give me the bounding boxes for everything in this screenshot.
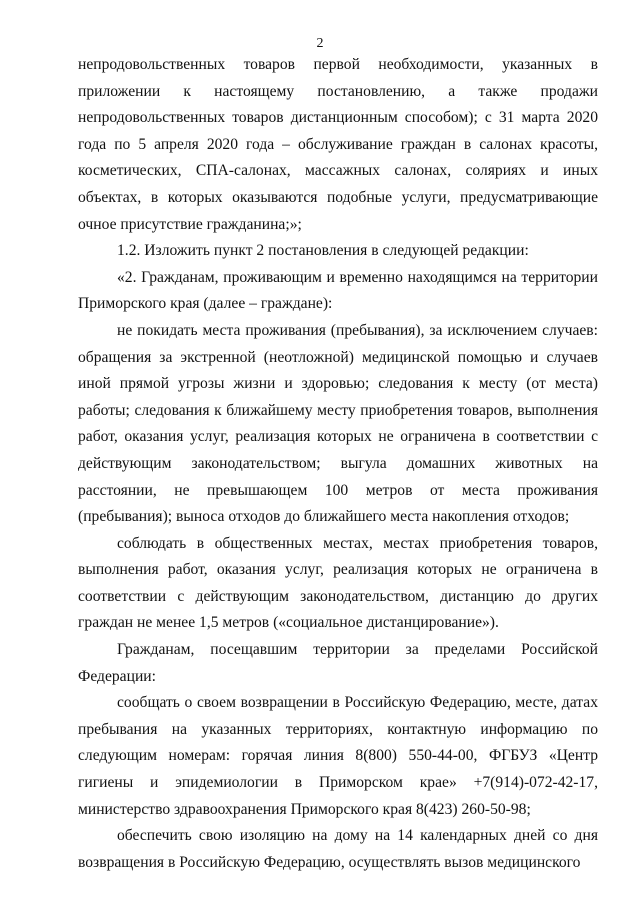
paragraph-social-distancing: соблюдать в общественных местах, местах приобретения товаров, выполнения работ, оказания услуг, реализация которых не ограничена в соответствии с действующим законодательством, дистанцию до других граждан не менее 1,5 метров («социальное дистанцирование»). bbox=[78, 534, 598, 632]
paragraph-point-2: «2. Гражданам, проживающим и временно находящимся на территории Приморского края (далее – граждане): bbox=[78, 268, 598, 313]
page-number: 2 bbox=[316, 36, 324, 51]
paragraph-report-return: сообщать о своем возвращении в Российскую Федерацию, месте, датах пребывания на указанных территориях, контактную информацию по следующим номерам: горячая линия 8(800) 550-44-00, ФГБУЗ «Центр гигиены и эпидемиологии в Приморском крае» +7(914)-072-42-17, министерство здравоохранения Приморского края 8(423) 260-50-98; bbox=[78, 694, 598, 818]
paragraph-stay-home-rule: не покидать места проживания (пребывания), за исключением случаев: обращения за экстренной (неотложной) медицинской помощью и случаев иной прямой угрозы жизни и здоровью; следования к месту (от места) работы; следования к ближайшему месту приобретения товаров, выполнения работ, оказания услуг, реализация которых не ограничена в соответствии с действующим законодательством; выгула домашних животных на расстоянии, не превышающем 100 метров от места проживания (пребывания); выноса отходов до ближайшего места накопления отходов; bbox=[78, 321, 598, 526]
document-body bbox=[78, 52, 598, 876]
paragraph-item-1-2: 1.2. Изложить пункт 2 постановления в следующей редакции: bbox=[117, 242, 529, 260]
paragraph-continuation: непродовольственных товаров первой необходимости, указанных в приложении к настоящему постановлению, а также продажи непродовольственных товаров дистанционным способом); с 31 марта 2020 года по 5 апреля 2020 года – обслуживание граждан в салонах красоты, косметических, СПА-салонах, массажных салонах, соляриях и иных объектах, в которых оказываются подобные услуги, предусматривающие очное присутствие гражданина;»; bbox=[78, 56, 598, 233]
paragraph-self-isolation: обеспечить свою изоляцию на дому на 14 календарных дней со дня возвращения в Российскую Федерацию, осуществлять вызов медицинского bbox=[78, 827, 598, 871]
paragraph-foreign-travelers: Гражданам, посещавшим территории за пределами Российской Федерации: bbox=[78, 641, 598, 685]
